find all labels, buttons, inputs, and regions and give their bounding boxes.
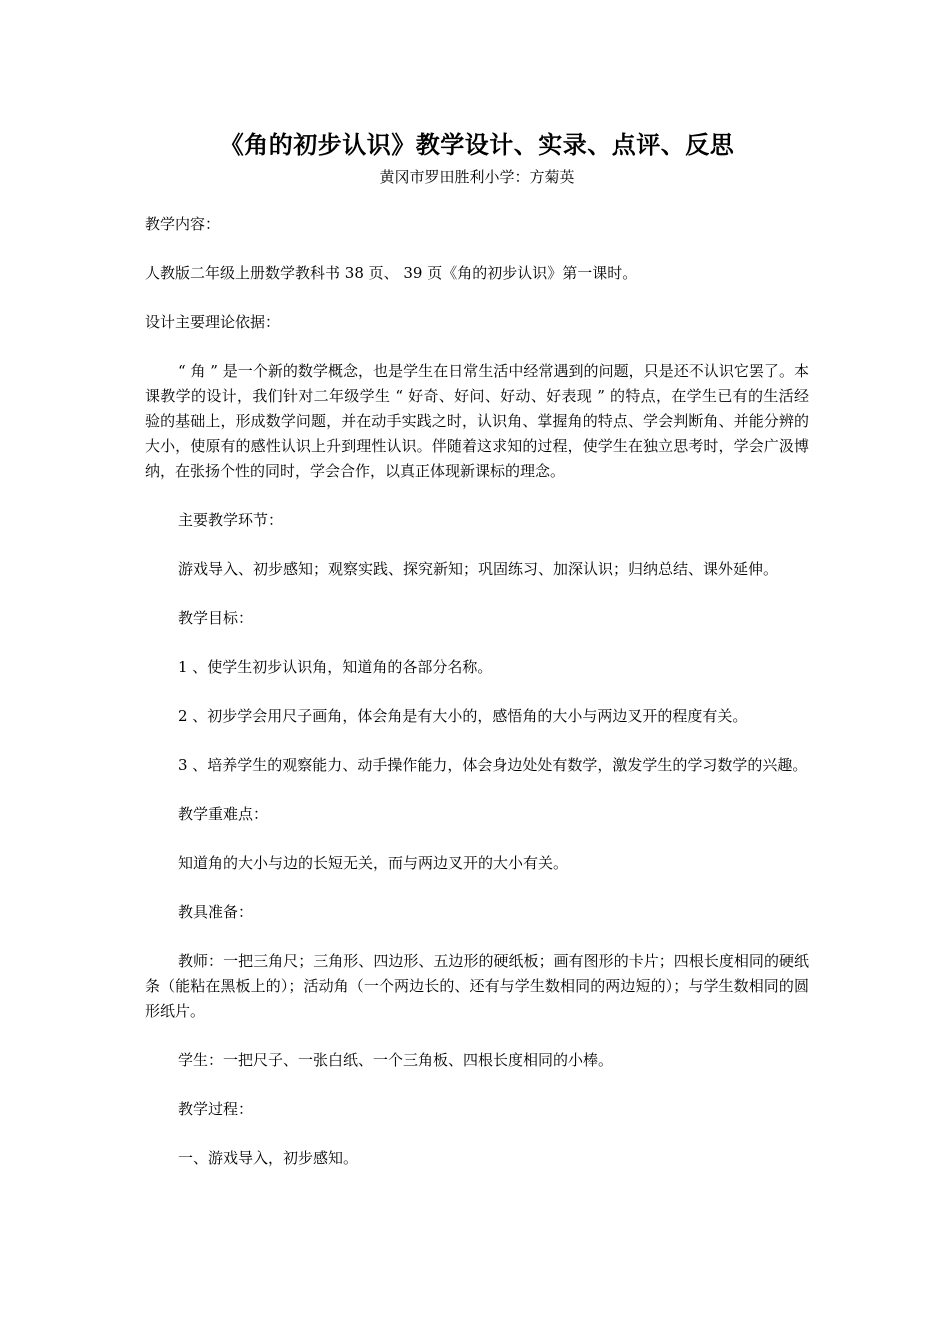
document-title: 《角的初步认识》教学设计、实录、点评、反思 bbox=[219, 130, 735, 159]
document-page bbox=[145, 128, 809, 1195]
section-heading-goals: 教学目标： bbox=[178, 609, 254, 627]
goal-item-3: 3 、培养学生的观察能力、动手操作能力，体会身边处处有数学，激发学生的学习数学的兴趣。 bbox=[178, 756, 808, 774]
goal-item-2: 2 、初步学会用尺子画角，体会角是有大小的，感悟角的大小与两边叉开的程度有关。 bbox=[178, 707, 748, 725]
section-heading-content: 教学内容： bbox=[145, 215, 221, 233]
paragraph-difficulty: 知道角的大小与边的长短无关，而与两边叉开的大小有关。 bbox=[178, 854, 569, 872]
paragraph-teacher-materials: 教师：一把三角尺；三角形、四边形、五边形的硬纸板；画有图形的卡片；四根长度相同的硬纸条（能粘在黑板上的）；活动角（一个两边长的、还有与学生数相同的两边短的）；与学生数相同的圆形纸片。 bbox=[145, 952, 809, 1020]
section-heading-difficulty: 教学重难点： bbox=[178, 805, 269, 823]
section-heading-materials: 教具准备： bbox=[178, 903, 254, 921]
section-heading-theory: 设计主要理论依据： bbox=[145, 313, 281, 331]
section-heading-steps: 主要教学环节： bbox=[178, 511, 284, 529]
process-step-1: 一、游戏导入，初步感知。 bbox=[178, 1149, 359, 1167]
paragraph-content: 人教版二年级上册数学教科书 38 页、 39 页《角的初步认识》第一课时。 bbox=[145, 264, 638, 282]
paragraph-steps: 游戏导入、初步感知；观察实践、探究新知；巩固练习、加深认识；归纳总结、课外延伸。 bbox=[178, 560, 779, 578]
goal-item-1: 1 、使学生初步认识角，知道角的各部分名称。 bbox=[178, 658, 493, 676]
paragraph-theory: “ 角 ” 是一个新的数学概念，也是学生在日常生活中经常遇到的问题，只是还不认识它罢了。本课教学的设计，我们针对二年级学生 “ 好奇、好问、好动、好表现 ” 的特点，在学生已有的生活经验的基础上，形成数学问题，并在动手实践之时，认识角、掌握角的特点、学会判断角、并能分辨的大小，使原有的感性认识上升到理性认识。伴随着这求知的过程，使学生在独立思考时，学会广汲博纳，在张扬个性的同时，学会合作，以真正体现新课标的理念。 bbox=[145, 362, 809, 480]
document-author: 黄冈市罗田胜利小学：方菊英 bbox=[379, 168, 575, 186]
paragraph-student-materials: 学生：一把尺子、一张白纸、一个三角板、四根长度相同的小棒。 bbox=[178, 1051, 614, 1069]
section-heading-process: 教学过程： bbox=[178, 1100, 254, 1118]
